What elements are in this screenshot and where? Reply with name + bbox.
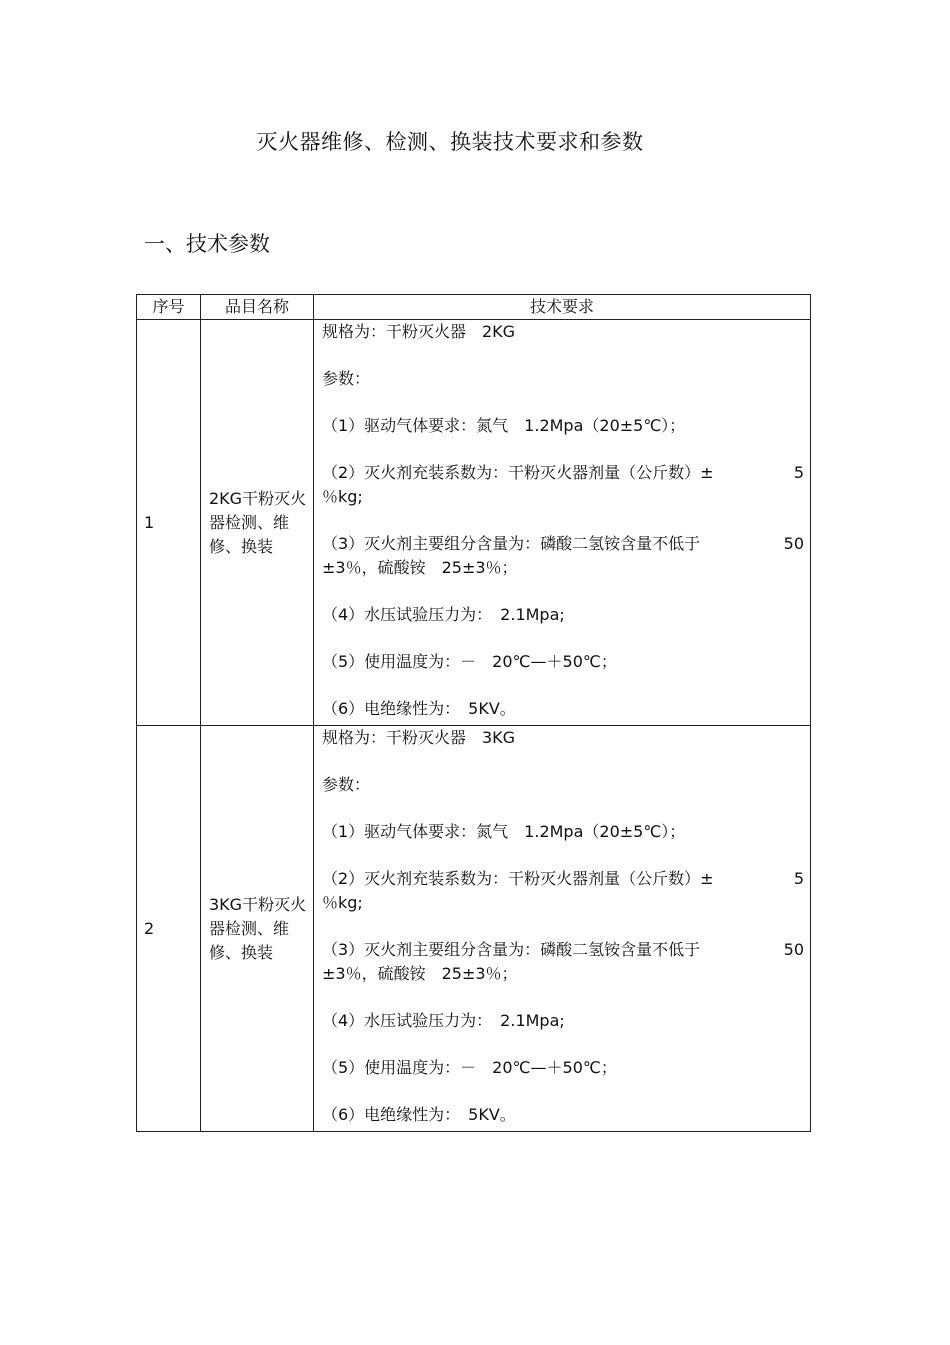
param-3 xyxy=(322,938,804,962)
param-3-cont: ±3％，硫酸铵 25±3％； xyxy=(322,558,518,577)
param-3-text: （3）灭火剂主要组分含量为：磷酸二氢铵含量不低于 xyxy=(322,940,701,959)
row-requirements xyxy=(314,726,811,1132)
param-2 xyxy=(322,867,804,891)
param-2-value: 5 xyxy=(793,463,804,482)
document-title: 灭火器维修、检测、换装技术要求和参数 xyxy=(256,130,644,154)
header-seq: 序号 xyxy=(137,295,201,320)
param-1: （1）驱动气体要求：氮气 1.2Mpa（20±5℃）； xyxy=(322,822,686,841)
row-item-name: 3KG干粉灭火器检测、维修、换装 xyxy=(201,726,314,1132)
param-2-unit: ％kg; xyxy=(322,487,363,506)
param-3-value: 50 xyxy=(783,534,804,553)
param-2 xyxy=(322,461,804,485)
param-1: （1）驱动气体要求：氮气 1.2Mpa（20±5℃）； xyxy=(322,416,686,435)
row-item-name: 2KG干粉灭火器检测、维修、换装 xyxy=(201,320,314,726)
param-2-unit: ％kg; xyxy=(322,893,363,912)
param-6: （6）电绝缘性为： 5KV。 xyxy=(322,699,516,718)
param-5: （5）使用温度为：－ 20℃—＋50℃； xyxy=(322,652,617,671)
tech-params-table xyxy=(136,294,811,1132)
param-4: （4）水压试验压力为： 2.1Mpa; xyxy=(322,605,565,624)
table-row xyxy=(137,726,811,1132)
section-heading: 一、技术参数 xyxy=(144,232,270,256)
param-3-text: （3）灭火剂主要组分含量为：磷酸二氢铵含量不低于 xyxy=(322,534,701,553)
row-seq: 1 xyxy=(137,320,201,726)
param-2-text: （2）灭火剂充装系数为：干粉灭火器剂量（公斤数）± xyxy=(322,869,714,888)
spec-line: 规格为：干粉灭火器 3KG xyxy=(322,728,516,747)
header-requirements: 技术要求 xyxy=(314,295,811,320)
param-3-cont: ±3％，硫酸铵 25±3％； xyxy=(322,964,518,983)
params-label: 参数： xyxy=(322,369,371,388)
param-3-value: 50 xyxy=(783,940,804,959)
spec-line: 规格为：干粉灭火器 2KG xyxy=(322,322,516,341)
param-6: （6）电绝缘性为： 5KV。 xyxy=(322,1105,516,1124)
params-label: 参数： xyxy=(322,775,371,794)
param-2-text: （2）灭火剂充装系数为：干粉灭火器剂量（公斤数）± xyxy=(322,463,714,482)
row-requirements xyxy=(314,320,811,726)
param-2-value: 5 xyxy=(793,869,804,888)
table-row xyxy=(137,320,811,726)
header-item-name: 品目名称 xyxy=(201,295,314,320)
param-3 xyxy=(322,532,804,556)
param-4: （4）水压试验压力为： 2.1Mpa; xyxy=(322,1011,565,1030)
table-header-row xyxy=(137,295,811,320)
param-5: （5）使用温度为：－ 20℃—＋50℃； xyxy=(322,1058,617,1077)
row-seq: 2 xyxy=(137,726,201,1132)
